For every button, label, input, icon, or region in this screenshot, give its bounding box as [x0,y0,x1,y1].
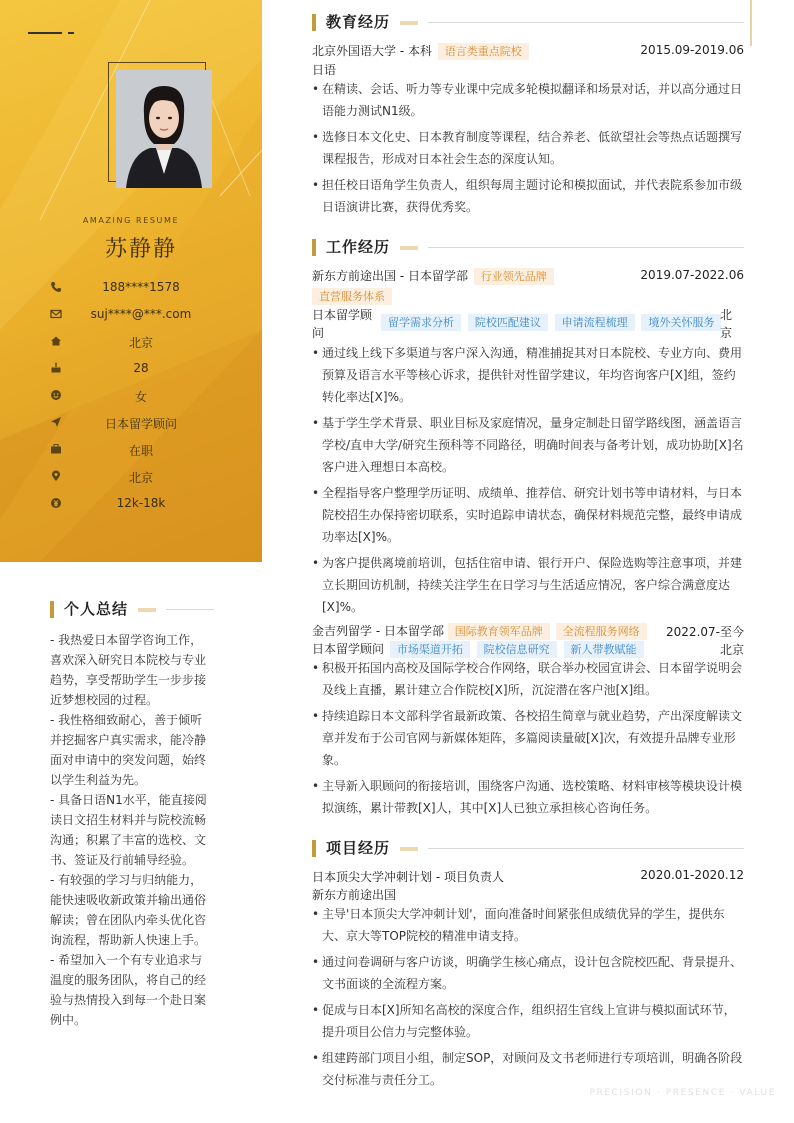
job1-city: 北京 [720,308,733,340]
heading-accent-bar [50,601,54,618]
job1-tag-row [312,288,392,305]
list-item: • 促成与日本[X]所知名高校的深度合作，组织招生官线上宣讲与模拟面试环节，提升项目公信力与完整体验。 [312,1003,736,1039]
list-item: • 积极开拓国内高校及国际学校合作网络，联合举办校园宣讲会、日本留学说明会及线上直播，累计建立合作院校[X]所，沉淀潜在客户池[X]组。 [312,661,743,697]
list-item: • 组建跨部门项目小组，制定SOP，对顾问及文书老师进行专项培训，明确各阶段交付标准与责任分工。 [312,1051,743,1087]
status-value: 在职 [128,444,153,458]
residence-value: 北京 [128,336,153,350]
job2-company-line [312,622,647,640]
school-name: 北京外国语大学 - 本科 [312,44,432,58]
project-date: 2020.01-2020.12 [640,868,744,882]
job-target-value: 日本留学顾问 [104,417,177,431]
info-residence [0,332,262,352]
info-salary [0,494,262,514]
age-value: 28 [133,361,149,375]
list-item: • 主导新入职顾问的衔接培训，围绕客户沟通、选校策略、材料审核等模块设计模拟演练，累计带教[X]人，其中[X]人已独立承担核心咨询任务。 [312,779,743,815]
heading-chip [138,608,156,612]
heading-line [428,848,744,849]
job1-tag: 直营服务体系 [312,288,392,305]
job2-role-line [312,640,644,658]
heading-chip [400,21,418,25]
work-heading [312,236,744,258]
person-name: 苏静静 [104,237,177,262]
info-email [0,305,262,325]
list-item: • 主导'日本顶尖大学冲刺计划'，面向准备时间紧张但成绩优异的学生，提供东大、京大等TOP院校的精准申请支持。 [312,907,725,943]
job2-company: 金吉列留学 - 日本留学部 [312,624,444,638]
footer-motto: PRECISION · PRESENCE · VALUE [589,1088,776,1098]
project-name: 日本顶尖大学冲刺计划 - 项目负责人 [312,870,504,884]
skill-tag: 院校信息研究 [477,641,557,658]
education-title: 教育经历 [326,13,391,31]
skill-tag: 境外关怀服务 [641,314,721,331]
skill-tag: 市场渠道开拓 [390,641,470,658]
info-job-target [0,413,262,433]
phone-value: 188****1578 [102,280,180,294]
decorative-dash [28,32,62,34]
list-item: • 为客户提供离境前培训，包括住宿申请、银行开户、保险选购等注意事项，并建立长期回访机制，持续关注学生在日学习与生活适应情况，客户综合满意度达[X]%。 [312,556,743,614]
resume-tagline: AMAZING RESUME [82,216,180,225]
education-major: 日语 [312,63,337,77]
job2-city: 北京 [719,643,744,657]
education-school-line [312,42,529,60]
education-date: 2015.09-2019.06 [640,43,744,57]
job1-company: 新东方前途出国 - 日本留学部 [312,269,468,283]
list-item: • 基于学生学术背景、职业目标及家庭情况，量身定制赴日留学路线图，涵盖语言学校/直申大学/研究生预科等不同路径，明确时间表与备考计划，成功协助[X]名客户进入理想日本高校。 [312,416,744,474]
gender-value: 女 [134,390,147,404]
job1-company-line [312,267,554,285]
job2-date: 2022.07-至今 [666,625,744,639]
info-location [0,467,262,487]
list-item: • 担任校日语角学生负责人，组织每周主题讨论和模拟面试，并代表院系参加市级日语演讲比赛，获得优秀奖。 [312,178,743,214]
work-title: 工作经历 [326,238,391,256]
heading-line [428,247,744,248]
heading-line [166,609,214,610]
heading-accent-bar [312,840,316,857]
job2-tag: 国际教育领军品牌 [448,623,550,640]
heading-accent-bar [312,239,316,256]
summary-heading [50,598,220,620]
list-item: • 持续追踪日本文部科学省最新政策、各校招生简章与就业趋势，产出深度解读文章并发布于公司官网与新媒体矩阵，多篇阅读量破[X]次，有效提升品牌专业形象。 [312,709,743,767]
list-item: • 通过线上线下多渠道与客户深入沟通，精准捕捉其对日本院校、专业方向、费用预算及语言水平等核心诉求，提供针对性留学建议，年均咨询客户[X]组，签约转化率达[X]%。 [312,346,743,404]
job1-role: 日本留学顾问 [312,308,373,340]
summary-text: - 我热爱日本留学咨询工作，喜欢深入研究日本院校与专业趋势，享受帮助学生一步步接近梦想校园的过程。 - 我性格细致耐心，善于倾听并挖掘客户真实需求，能冷静面对申请中的突发问题，始终以学生利益为先。 - 具备日语N1水平，能直接阅读日文招生材料并与院校流畅沟通；积累了丰富的选校、文书、签证及行前辅导经验。 - 有较强的学习与归纳能力，能快速吸收新政策并输出通俗解读；曾在团队内牵头优化咨询流程，帮助新人快速上手。 - 希望加入一个有专业追求与温度的服务团队，将自己的经验与热情投入到每一个赴日案例中。 [50,633,207,1027]
info-status [0,440,262,460]
location-value: 北京 [128,471,153,485]
profile-panel [0,0,262,562]
heading-chip [400,847,418,851]
heading-accent-bar [312,14,316,31]
avatar [116,70,212,188]
decorative-dash-small [68,32,74,34]
info-age [0,359,262,379]
heading-chip [400,246,418,250]
skill-tag: 留学需求分析 [381,314,461,331]
job2-role: 日本留学顾问 [312,642,385,656]
heading-line [428,22,744,23]
project-heading [312,837,744,859]
list-item: • 在精读、会话、听力等专业课中完成多轮模拟翻译和场景对话，并以高分通过日语能力测试N1级。 [312,82,743,118]
list-item: • 全程指导客户整理学历证明、成绩单、推荐信、研究计划书等申请材料，与日本院校招生办保持密切联系，实时追踪申请状态，确保材料规范完整，最终申请成功率达[X]%。 [312,486,743,544]
list-item: • 通过问卷调研与客户访谈，明确学生核心痛点，设计包含院校匹配、背景提升、文书面谈的全流程方案。 [312,955,743,991]
project-title: 项目经历 [326,839,391,857]
skill-tag: 新人带教赋能 [564,641,644,658]
skill-tag: 申请流程梳理 [555,314,635,331]
job2-tag: 全流程服务网络 [556,623,647,640]
info-gender [0,386,262,406]
school-tag: 语言类重点院校 [438,43,529,60]
info-phone [0,278,262,298]
job1-skill-tags [381,314,721,331]
job1-date: 2019.07-2022.06 [640,268,744,282]
project-org: 新东方前途出国 [312,888,397,902]
salary-value: 12k-18k [116,496,166,510]
email-value: suj****@***.com [90,307,192,321]
skill-tag: 院校匹配建议 [468,314,548,331]
list-item: • 选修日本文化史、日本教育制度等课程，结合养老、低欲望社会等热点话题撰写课程报告，形成对日本社会生态的深度认知。 [312,130,743,166]
job1-tag: 行业领先品牌 [474,268,554,285]
summary-title: 个人总结 [64,600,129,618]
education-heading [312,11,744,33]
